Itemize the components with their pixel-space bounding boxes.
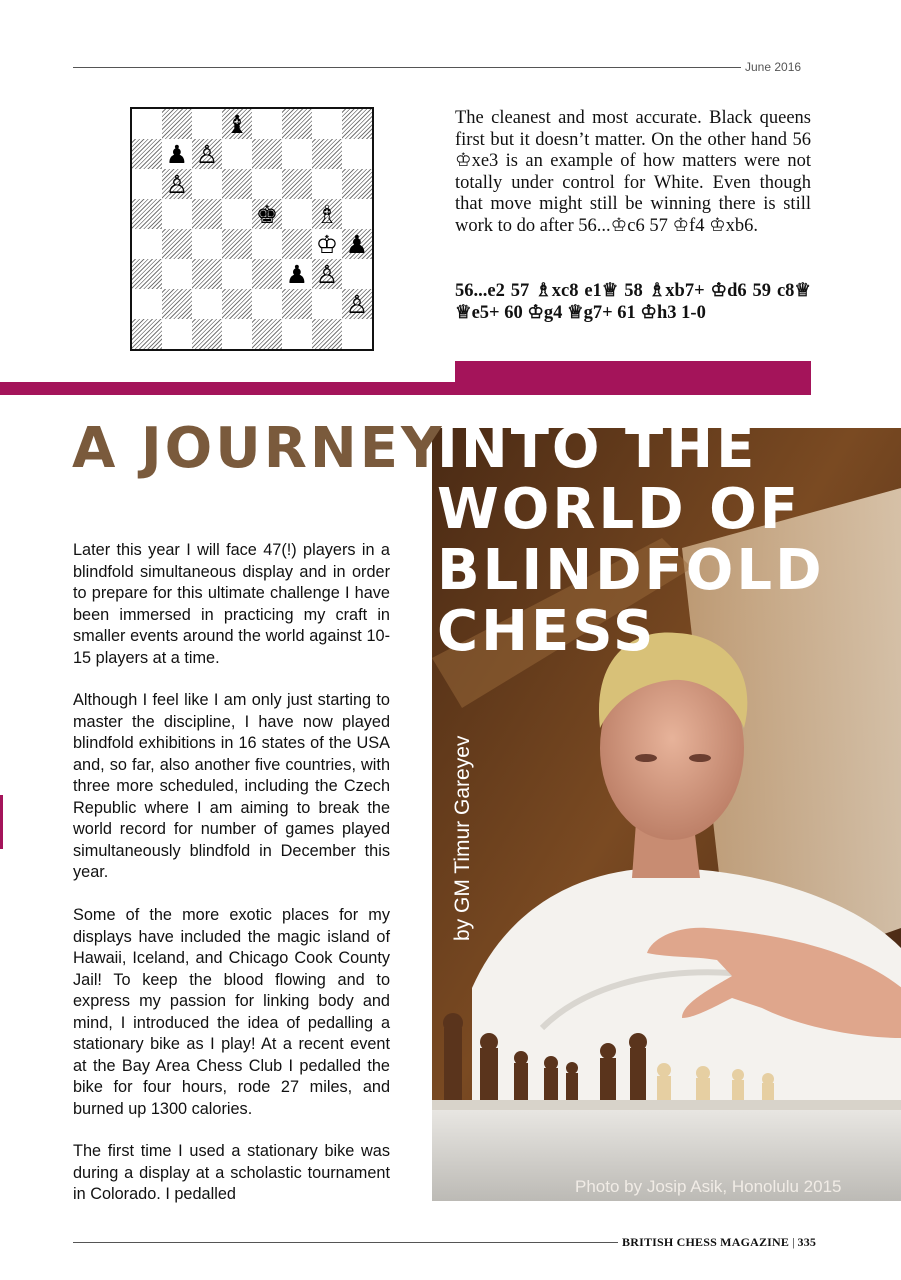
board-square	[342, 319, 372, 349]
board-square	[132, 169, 162, 199]
article-title-part2	[437, 418, 825, 662]
title-line: INTO THE	[437, 416, 758, 481]
board-square	[252, 319, 282, 349]
article-title-part1: A JOURNEY	[72, 416, 445, 481]
board-square	[222, 139, 252, 169]
board-square	[342, 199, 372, 229]
author-byline: by GM Timur Gareyev	[451, 735, 474, 941]
page-number: 335	[797, 1235, 817, 1249]
board-square	[312, 139, 342, 169]
board-square	[222, 199, 252, 229]
issue-date: June 2016	[745, 60, 802, 74]
article-paragraph: Some of the more exotic places for my displays have included the magic island of Hawaii, Iceland, and Chicago Cook County Jail! To keep the blood flowing and to express my passion for linking body and mind, I introduced the idea of pedalling a stationary bike as I play! At a recent event at the Bay Area Chess Club I pedalled the bike for four hours, rode 27 miles, and burned up 1300 calories.	[73, 906, 390, 1118]
white-bishop-icon: ♗	[315, 199, 339, 229]
board-square	[312, 319, 342, 349]
board-square	[162, 229, 192, 259]
board-square	[192, 229, 222, 259]
board-square	[162, 259, 192, 289]
white-king-icon: ♔	[315, 229, 339, 259]
board-square	[252, 259, 282, 289]
title-line: CHESS	[437, 599, 657, 664]
board-square	[132, 319, 162, 349]
board-square	[192, 109, 222, 139]
board-square	[282, 169, 312, 199]
board-square	[132, 289, 162, 319]
article-paragraph: The first time I used a stationary bike was during a display at a scholastic tournament in Colorado. I pedalled	[73, 1142, 390, 1203]
header-rule	[73, 67, 741, 68]
board-square	[192, 319, 222, 349]
board-square	[132, 139, 162, 169]
game-moves: 56...e2 57 ♗xc8 e1♕ 58 ♗xb7+ ♔d6 59 c8♕ ♕e5+ 60 ♔g4 ♕g7+ 61 ♔h3 1-0	[455, 281, 811, 323]
board-square	[252, 109, 282, 139]
board-square	[342, 169, 372, 199]
article-paragraph: Later this year I will face 47(!) players in a blindfold simultaneous display and in order to prepare for this ultimate challenge I have been immersed in practicing my craft in smaller events around the world against 10-15 players at a time.	[73, 541, 390, 667]
white-pawn-icon: ♙	[345, 289, 369, 319]
board-square	[222, 319, 252, 349]
board-square	[192, 169, 222, 199]
board-square	[342, 109, 372, 139]
board-square	[132, 229, 162, 259]
black-pawn-icon: ♟	[345, 229, 369, 259]
board-square	[222, 169, 252, 199]
board-square	[162, 109, 192, 139]
board-square	[282, 289, 312, 319]
board-square	[162, 319, 192, 349]
white-pawn-icon: ♙	[315, 259, 339, 289]
board-square	[312, 109, 342, 139]
board-square	[132, 199, 162, 229]
board-square	[222, 229, 252, 259]
game-annotation: The cleanest and most accurate. Black queens first but it doesn’t matter. On the other hand 56 ♔xe3 is an example of how matters were not totally under control for White. Even though that move might still be winning there is still work to do after 56...♔c6 57 ♔f4 ♔xb6.	[455, 108, 811, 236]
white-pawn-icon: ♙	[165, 169, 189, 199]
board-square	[132, 259, 162, 289]
board-square	[192, 199, 222, 229]
magazine-name: BRITISH CHESS MAGAZINE	[622, 1235, 790, 1249]
accent-band-right	[455, 361, 811, 395]
board-square	[282, 319, 312, 349]
board-square	[312, 289, 342, 319]
board-square	[252, 229, 282, 259]
board-square	[252, 139, 282, 169]
chess-diagram	[130, 107, 374, 351]
board-square	[342, 259, 372, 289]
title-line: BLINDFOLD	[437, 538, 825, 603]
board-square	[252, 169, 282, 199]
margin-marker	[0, 795, 3, 849]
board-square	[282, 199, 312, 229]
black-pawn-icon: ♟	[285, 259, 309, 289]
board-square	[252, 289, 282, 319]
board-square	[312, 169, 342, 199]
accent-band	[0, 382, 455, 395]
photo-caption: Photo by Josip Asik, Honolulu 2015	[575, 1177, 842, 1196]
board-square	[282, 139, 312, 169]
black-king-icon: ♚	[255, 199, 279, 229]
board-square	[162, 289, 192, 319]
board-square	[222, 289, 252, 319]
title-line: WORLD OF	[437, 477, 802, 542]
board-square	[282, 109, 312, 139]
footer-separator: |	[789, 1235, 798, 1249]
black-pawn-icon: ♟	[165, 139, 189, 169]
page-footer	[622, 1235, 816, 1250]
board-square	[282, 229, 312, 259]
board-square	[192, 259, 222, 289]
board-square	[162, 199, 192, 229]
board-square	[192, 289, 222, 319]
article-paragraph: Although I feel like I am only just starting to master the discipline, I have now played blindfold exhibitions in 16 states of the USA and, so far, also another five countries, with three more scheduled, including the Czech Republic where I am aiming to break the world record for number of games played simultaneously blindfold in December this year.	[73, 691, 390, 881]
black-bishop-icon: ♝	[225, 109, 249, 139]
board-square	[342, 139, 372, 169]
white-pawn-icon: ♙	[195, 139, 219, 169]
board-square	[132, 109, 162, 139]
footer-rule	[73, 1242, 618, 1243]
board-square	[222, 259, 252, 289]
